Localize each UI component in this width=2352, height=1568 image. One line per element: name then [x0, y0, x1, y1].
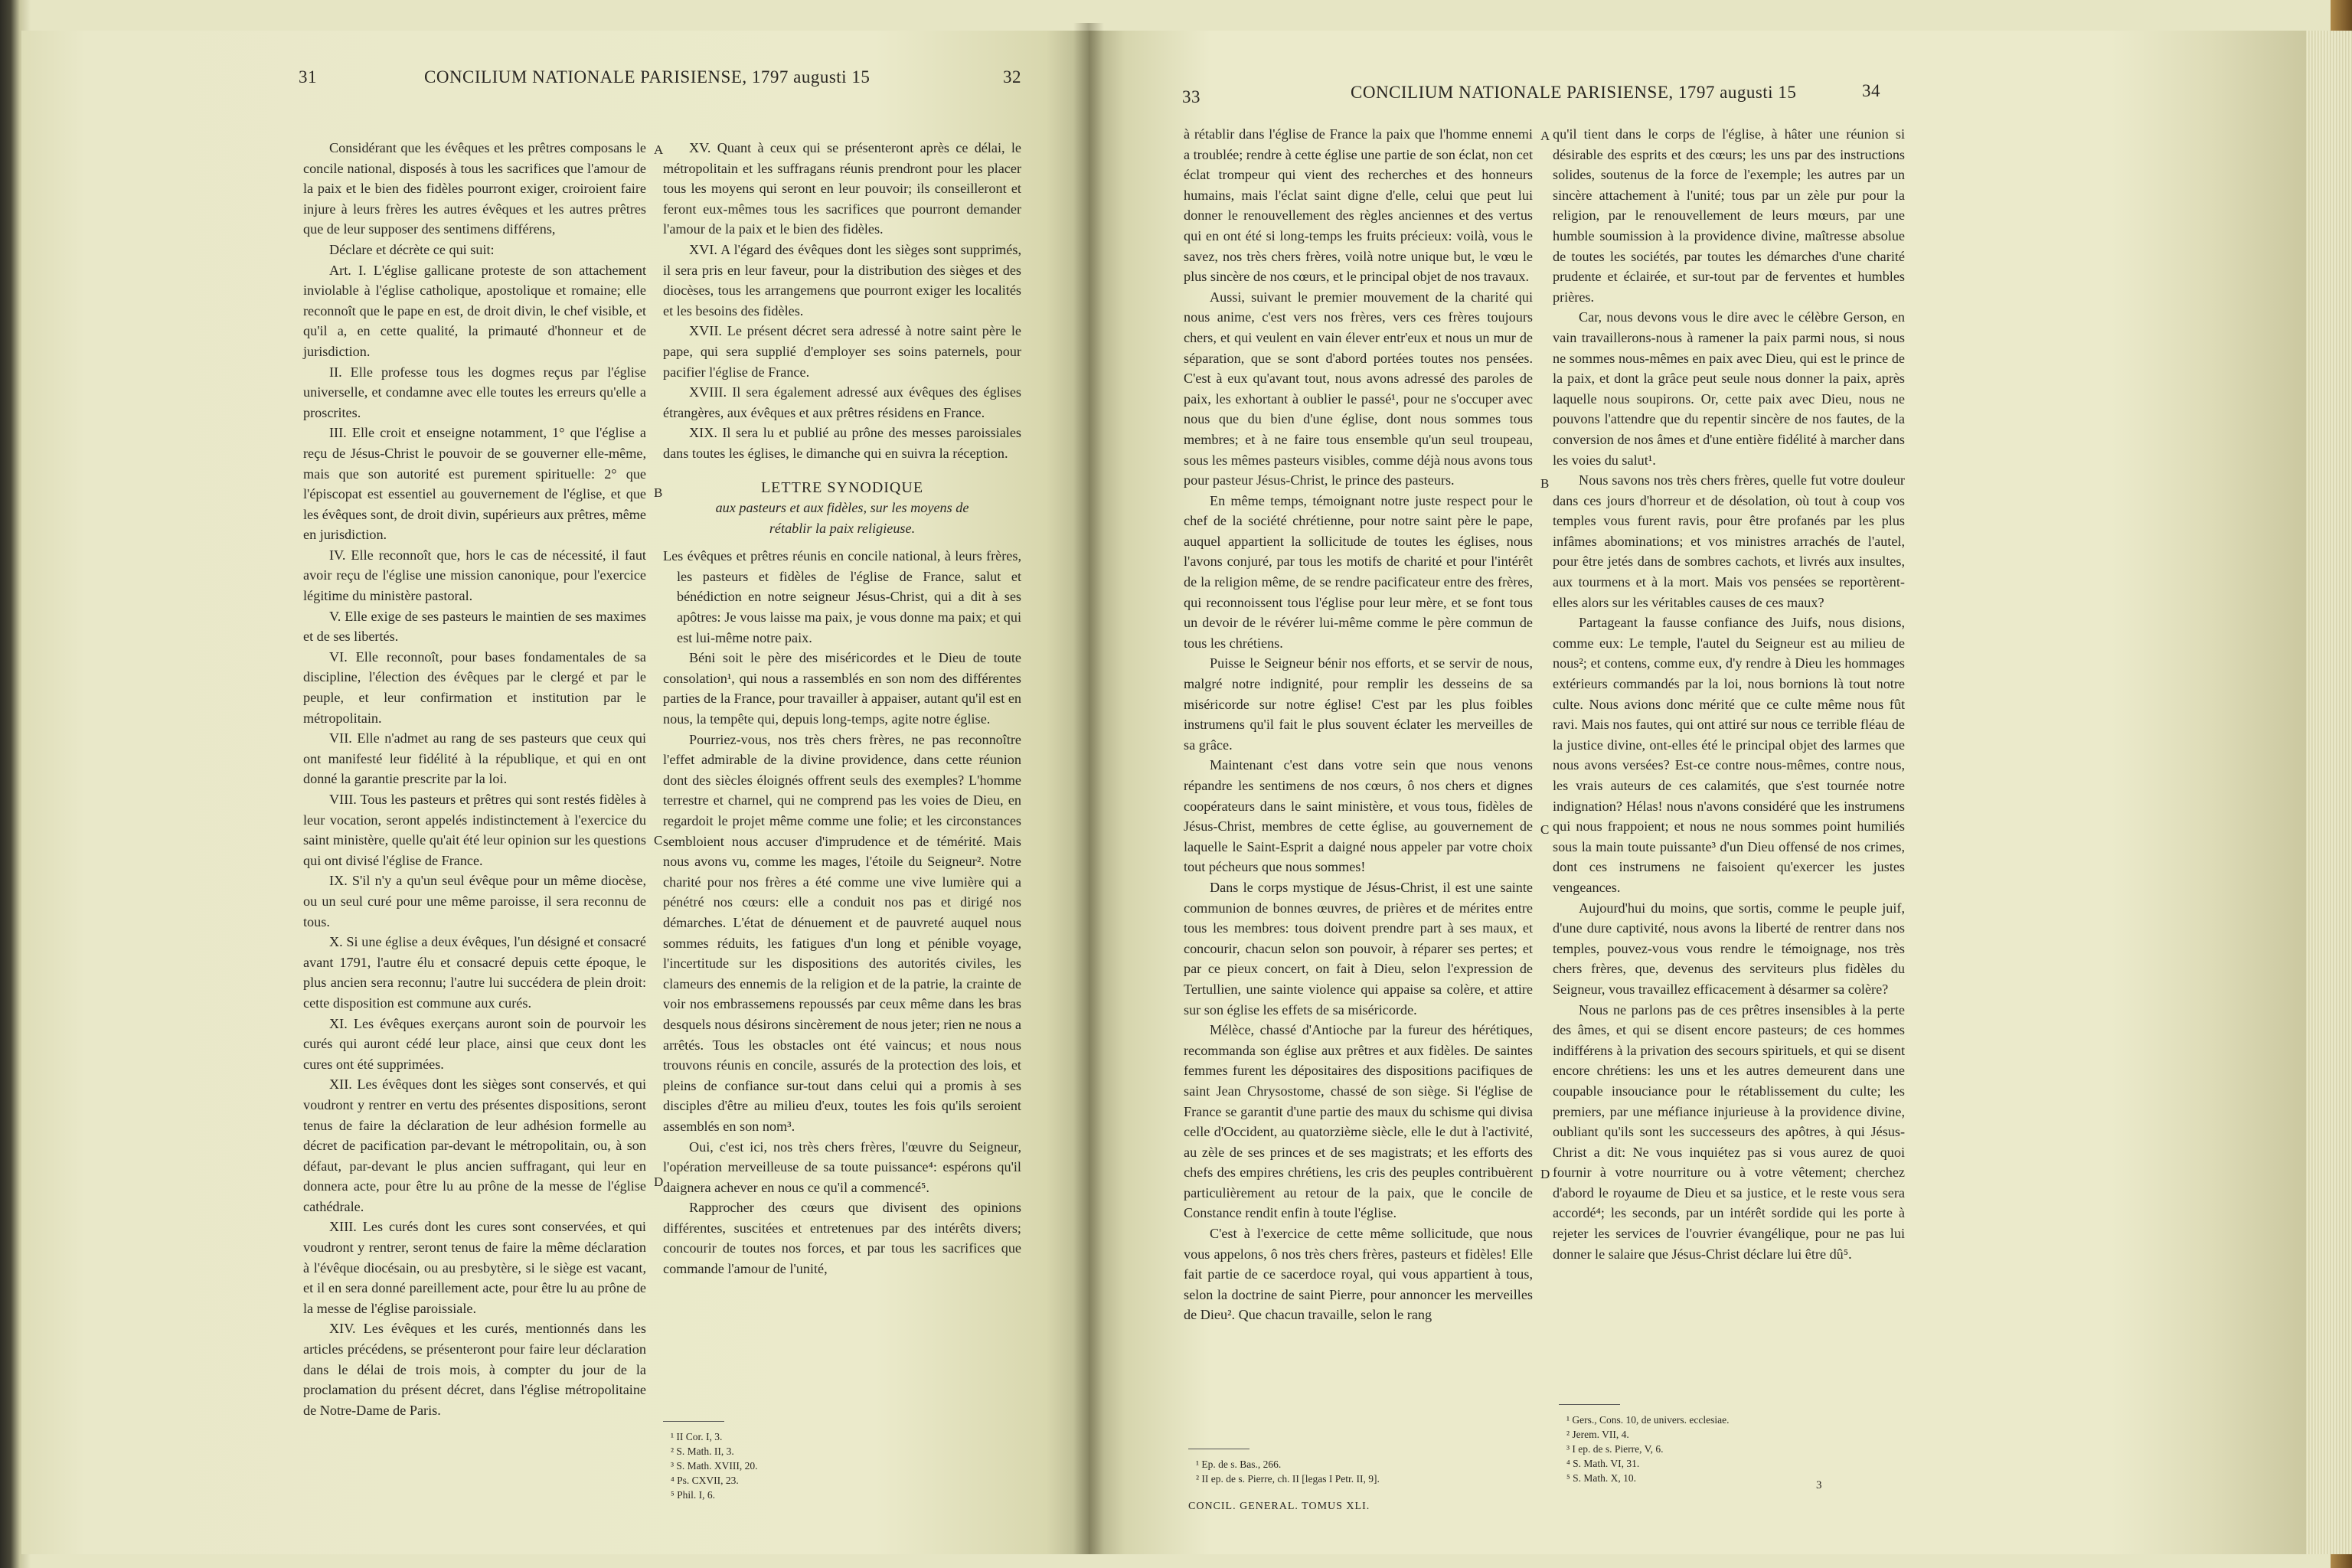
- section-title: LETTRE SYNODIQUE: [760, 479, 924, 496]
- paragraph: Déclare et décrète ce qui suit:: [329, 241, 495, 257]
- footnote: ¹ II Cor. I, 3.: [671, 1431, 723, 1442]
- paragraph: Rapprocher des cœurs que divisent des opinions différentes, suscitées et entretenues par des intérêts divers; concourir de toutes nos forces, et par tous les sacrifices que commande l'amour de l'unité,: [663, 1200, 1021, 1277]
- margin-marker-a: A: [654, 142, 664, 157]
- paragraph: Béni soit le père des miséricordes et le Dieu de toute consolation¹, qui nous a rassemblés en son nom des différentes parties de la France, pour travailler à appaiser, autant qu'il est en nous, la tempête qui, depuis long-temps, agite notre église.: [663, 650, 1021, 727]
- right-page-header: [1089, 67, 2306, 106]
- right-page-column-1: [1184, 124, 1533, 1325]
- paragraph: Les évêques et prêtres réunis en concile national, à leurs frères, les pasteurs et fidèles de l'église de France, salut et bénédiction en notre seigneur Jésus-Christ, qui a dit à ses apôtres: Je vous laisse ma paix, je vous donne ma paix; et qui est lui-même notre paix.: [663, 548, 1021, 645]
- paragraph: Considérant que les évêques et les prêtres composans le concile national, disposés à tous les sacrifices que l'amour de la paix et le bien des fidèles pourront exiger, croiroient faire injure à leurs frères les autres évêques et les autres prêtres que de leur supposer des sentimens différens,: [303, 140, 646, 237]
- paragraph: Partageant la fausse confiance des Juifs, nous disions, comme eux: Le temple, l'autel du Seigneur est au milieu de nous²; et contens, comme eux, d'y rendre à Dieu les hommages extérieurs commandés par la loi, nous bornions là tout notre culte. Nous avions donc mérité que ce culte même nous fût ravi. Mais nos fautes, qui ont attiré sur nous ce terrible fléau de la justice divine, ont-elles été le principal objet des larmes que nous avons versées? Est-ce contre nous-mêmes, contre nous, les vrais auteurs de ces calamités, que s'est tournée notre indignation? Hélas! nous n'avons considéré que les instrumens qui nous frappoient; et nous ne nous sommes point humiliés sous la main toute puissante³ d'un Dieu offensé de nos crimes, dont ces instrumens ne faisoient qu'exercer les justes vengeances.: [1553, 615, 1905, 895]
- footnote-rule: [1559, 1404, 1620, 1405]
- synodal-letter-text: [663, 546, 1021, 1279]
- signature-mark: CONCIL. GENERAL. TOMUS XLI.: [1188, 1501, 1370, 1512]
- margin-marker-d: D: [1540, 1167, 1550, 1181]
- paragraph: VI. Elle reconnoît, pour bases fondamentales de sa discipline, l'élection des évêques par le clergé et par le peuple, et leur confirmation et institution par le métropolitain.: [303, 648, 646, 726]
- paragraph: XVIII. Il sera également adressé aux évêques des églises étrangères, aux évêques et aux prêtres résidens en France.: [663, 384, 1021, 420]
- footnote: ² II ep. de s. Pierre, ch. II [legas I Petr. II, 9].: [1196, 1473, 1380, 1485]
- margin-marker-c: C: [654, 833, 663, 848]
- decree-articles-end: [663, 138, 1021, 464]
- footnote: ⁴ S. Math. VI, 31.: [1566, 1458, 1640, 1469]
- left-page: [21, 31, 1089, 1554]
- paragraph: Pourriez-vous, nos très chers frères, ne pas reconnoître l'effet admirable de la divine providence, dans cette réunion dont des siècles éloignés offrent seuls des exemples? L'homme terrestre et charnel, qui ne comprend pas les voies de Dieu, en regardoit le projet même comme une folie; et les circonstances sembloient nous accuser d'imprudence et de témérité. Mais nous avons vu, comme les mages, l'étoile du Seigneur². Notre charité pour nos frères a été comme une vive lumière qui a pénétré nos cœurs: elle a conduit nos pas et dirigé nos démarches. L'état de dénuement et de pauvreté auquel nous sommes réduits, les fatigues d'un long et pénible voyage, l'incertitude sur les dispositions des autorités civiles, les clameurs des ennemis de la religion et de la patrie, la crainte de voir nos embrassemens repoussés par ceux même dans les bras desquels nous désirons sincèrement de nous jeter; rien ne nous a arrêtés. Tous les obstacles ont été vaincus; et nous nous trouvons réunis en concile, assurés de la protection des lois, et pleins de confiance sur-tout dans celui qui a promis à ses disciples d'être au milieu d'eux, toutes les fois qu'ils seroient assemblés en son nom³.: [663, 731, 1021, 1134]
- margin-marker-b: B: [654, 485, 663, 500]
- section-subtitle: aux pasteurs et aux fidèles, sur les moyens de rétablir la paix religieuse.: [715, 500, 969, 536]
- left-page-header: [21, 67, 1089, 98]
- page-number: 32: [1003, 67, 1021, 87]
- paragraph: Maintenant c'est dans votre sein que nous venons répandre les sentimens de nos cœurs, ô nos chers et dignes coopérateurs dans le saint ministère, et vous tous, fidèles de Jésus-Christ, membres de cette église, au gouvernement de laquelle le Saint-Esprit a daigné nous appeler par votre choix tout pécheurs que nous sommes!: [1184, 757, 1533, 875]
- margin-marker-b: B: [1540, 476, 1550, 491]
- paragraph: VIII. Tous les pasteurs et prêtres qui sont restés fidèles à leur vocation, seront appelés indistinctement à l'exercice du saint ministère, quelle qu'ait été leur opinion sur les questions qui ont divisé l'église de France.: [303, 792, 646, 868]
- page-number: 33: [1182, 87, 1200, 106]
- footnote: ³ S. Math. XVIII, 20.: [671, 1460, 758, 1472]
- paragraph: C'est à l'exercice de cette même sollicitude, que nous vous appelons, ô nos très chers frères, pasteurs et fidèles! Elle fait partie de ce sacerdoce royal, qui vous appartient à tous, selon la doctrine de saint Pierre, pour annoncer les merveilles de Dieu². Que chacun travaille, selon le rang: [1184, 1226, 1533, 1323]
- paragraph: XIX. Il sera lu et publié au prône des messes paroissiales dans toutes les églises, le dimanche qui en suivra la réception.: [663, 425, 1021, 461]
- paragraph: Mélèce, chassé d'Antioche par la fureur des hérétiques, recommanda son église aux prêtres et aux fidèles. De saintes femmes furent les dépositaires des dispositions pacifiques de saint Jean Chrysostome, chassé de son siège. Si l'église de France se garantit d'une partie des maux du schisme qui divisa celle d'Occident, au quatorzième siècle, elle le dut à l'activité, au zèle de ses princes et de ses magistrats; et les efforts des chefs des empires chrétiens, les cris des peuples contribuèrent particulièrement au retour de la paix, que le concile de Constance rendit enfin à toute l'église.: [1184, 1022, 1533, 1221]
- paragraph: Puisse le Seigneur bénir nos efforts, et se servir de nous, malgré notre indignité, pour remplir les desseins de sa miséricorde sur notre église! C'est par les plus foibles instrumens qu'il fait le plus souvent éclater les merveilles de sa grâce.: [1184, 655, 1533, 753]
- paragraph: Dans le corps mystique de Jésus-Christ, il est une sainte communion de bonnes œuvres, de prières et de mérites entre tous les membres: tous doivent prendre part à ses maux, et concourir, chacun selon son pouvoir, à réparer ses pertes; et par ce pieux concert, on fait à Dieu, selon l'expression de Tertullien, une sainte violence qui appaise sa colère, et attire sur son église les effets de sa miséricorde.: [1184, 879, 1533, 1018]
- margin-marker-c: C: [1540, 822, 1550, 837]
- footnote: ¹ Gers., Cons. 10, de univers. ecclesiae.: [1566, 1414, 1730, 1426]
- right-page: [1089, 31, 2306, 1554]
- folio-number: 3: [1816, 1479, 1822, 1491]
- paragraph: qu'il tient dans le corps de l'église, à hâter une réunion si désirable des esprits et des cœurs; les uns par des instructions solides, soutenus de la force de l'exemple; les autres par un sincère attachement à l'unité; tous par un zèle pur pour la religion, par le renouvellement de leurs mœurs, par une humble soumission à la providence divine, maîtresse absolue de toutes les sociétés, par toutes les démarches d'une charité prudente et éclairée, et sur-tout par de ferventes et humbles prières.: [1553, 126, 1905, 305]
- paragraph: En même temps, témoignant notre juste respect pour le chef de la société chrétienne, pour notre saint père le pape, auquel appartient la sollicitude de toutes les églises, nous l'avons conjuré, par tous les motifs de charité et pour l'intérêt de la religion même, de se rendre pacificateur entre des frères, qui reconnoissent tous l'église pour leur mère, et se font tous un devoir de le révérer lui-même comme le père commun de tous les chrétiens.: [1184, 492, 1533, 651]
- paragraph: Nous ne parlons pas de ces prêtres insensibles à la perte des âmes, et qui se disent encore pasteurs; de ces hommes indifférens à la privation des secours spirituels, et qui se disent encore chrétiens: les uns et les autres demeurent dans une coupable insouciance pour le rétablissement du culte; les premiers, par une méfiance injurieuse à la providence divine, oubliant qu'ils sont les successeurs des apôtres, à qui Jésus-Christ a dit: Ne vous inquiétez pas si vous aurez de quoi fournir à votre nourriture ou à votre vêtement; cherchez d'abord le royaume de Dieu et sa justice, et le reste vous sera accordé⁴; les seconds, par un intérêt sordide qui les porte à rejeter les services de l'ouvrier évangélique, pour ne pas lui donner le salaire que Jésus-Christ déclare lui être dû⁵.: [1553, 1001, 1905, 1262]
- paragraph: III. Elle croit et enseigne notamment, 1° que l'église a reçu de Jésus-Christ le pouvoir de se gouverner elle-même, mais que son autorité est purement spirituelle: 2° que l'épiscopat est essentiel au gouvernement de l'église, et que les évêques sont, de droit divin, supérieurs aux prêtres, même en jurisdiction.: [303, 425, 646, 543]
- paragraph: XIV. Les évêques et les curés, mentionnés dans les articles précédens, se présenteront pour faire leur déclaration dans le délai de trois mois, à compter du jour de la proclamation du présent décret, dans l'église métropolitaine de Notre-Dame de Paris.: [303, 1321, 646, 1418]
- paragraph: Nous savons nos très chers frères, quelle fut votre douleur dans ces jours d'horreur et de désolation, où tout à coup vos temples vous furent ravis, pour être profanés par les plus infâmes abominations; et vos ministres arrachés de l'autel, pour être jetés dans de sombres cachots, et livrés aux insultes, aux tourmens et à la mort. Mais vos pensées se reportèrent-elles alors sur les véritables causes de ces maux?: [1553, 472, 1905, 610]
- running-title: CONCILIUM NATIONALE PARISIENSE, 1797 augusti 15: [1351, 83, 1797, 102]
- right-page-footnotes-col1: [1188, 1449, 1525, 1486]
- page-number: 31: [299, 67, 317, 87]
- margin-marker-a: A: [1540, 129, 1550, 143]
- paragraph: Oui, c'est ici, nos très chers frères, l'œuvre du Seigneur, l'opération merveilleuse de sa toute puissance⁴: espérons qu'il daignera achever en nous ce qu'il a commencé⁵.: [663, 1138, 1021, 1195]
- paragraph: Art. I. L'église gallicane proteste de son attachement inviolable à l'église catholique, apostolique et romaine; elle reconnoît que le pape en est, de droit divin, le chef visible, et qu'il a, en cette qualité, la primauté d'honneur et de jurisdiction.: [303, 262, 646, 359]
- footnote: ⁴ Ps. CXVII, 23.: [671, 1475, 739, 1486]
- footnote: ³ I ep. de s. Pierre, V, 6.: [1566, 1443, 1664, 1455]
- footnote: ⁵ Phil. I, 6.: [671, 1489, 715, 1501]
- margin-marker-d: D: [654, 1174, 664, 1189]
- left-page-footnotes: [663, 1421, 1015, 1502]
- page-stack-edge: [2306, 31, 2352, 1554]
- paragraph: II. Elle professe tous les dogmes reçus par l'église universelle, et condamne avec elle toutes les erreurs qu'elle a proscrites.: [303, 364, 646, 420]
- paragraph: XVI. A l'égard des évêques dont les sièges sont supprimés, il sera pris en leur faveur, pour la distribution des sièges et des diocèses, tous les arrangemens que pourront exiger les localités et les besoins des fidèles.: [663, 241, 1021, 318]
- paragraph: IX. S'il n'y a qu'un seul évêque pour un même diocèse, ou un seul curé pour une même paroisse, il sera reconnu de tous.: [303, 873, 646, 929]
- paragraph: XIII. Les curés dont les cures sont conservées, et qui voudront y rentrer, seront tenus de faire la même déclaration à l'évêque diocésain, ou au presbytère, si le siège est vacant, et il en sera donné pareillement acte, pour être lu au prône de la messe de l'église paroissiale.: [303, 1219, 646, 1316]
- footnote: ² S. Math. II, 3.: [671, 1446, 734, 1457]
- paragraph: XVII. Le présent décret sera adressé à notre saint père le pape, qui sera supplié d'employer ses soins paternels, pour pacifier l'église de France.: [663, 323, 1021, 380]
- footnote: ² Jerem. VII, 4.: [1566, 1429, 1629, 1440]
- paragraph: X. Si une église a deux évêques, l'un désigné et consacré avant 1791, l'autre élu et consacré depuis cette époque, le plus ancien sera reconnu; l'autre lui succédera de plein droit: cette disposition est commune aux curés.: [303, 934, 646, 1011]
- footnote: ¹ Ep. de s. Bas., 266.: [1196, 1459, 1282, 1470]
- paragraph: à rétablir dans l'église de France la paix que l'homme ennemi a troublée; rendre à cette église une partie de son éclat, non cet éclat trompeur qui vient des recherches et des honneurs humains, mais l'éclat saint digne d'elle, celui que peut lui donner le renouvellement des règles anciennes et des vertus qui en ont été si long-temps les fruits précieux: voilà, vous le savez, nos très chers frères, voilà notre unique but, le vœu le plus sincère de nos cœurs, et le principal objet de nos travaux.: [1184, 126, 1533, 285]
- right-page-footnotes-col2: [1559, 1404, 1896, 1485]
- footnote: ⁵ S. Math. X, 10.: [1566, 1472, 1636, 1484]
- left-page-column-2: [663, 138, 1021, 1279]
- page-number: 34: [1862, 81, 1880, 100]
- running-title: CONCILIUM NATIONALE PARISIENSE, 1797 augusti 15: [424, 67, 871, 87]
- paragraph: V. Elle exige de ses pasteurs le maintien de ses maximes et de ses libertés.: [303, 608, 646, 645]
- paragraph: Aussi, suivant le premier mouvement de la charité qui nous anime, c'est vers nos frères, vers ces frères toujours chers, et qui veulent en vain élever entr'eux et nous un mur de séparation, que se sont d'abord portées toutes nos pensées. C'est à eux qu'avant tout, nous avons adressé des paroles de paix, les exhortant à oublier le passé¹, pour ne s'occuper avec nous que du bien d'une église, dont nous sommes tous membres; et à ne faire tous ensemble qu'un seul troupeau, sous les mêmes pasteurs visibles, comme déjà nous avons tous pour pasteur Jésus-Christ, le prince des pasteurs.: [1184, 289, 1533, 488]
- book-gutter: [1073, 23, 1104, 1554]
- paragraph: Aujourd'hui du moins, que sortis, comme le peuple juif, d'une dure captivité, nous avons la liberté de rentrer dans nos temples, pouvez-vous vous rendre le témoignage, nos très chers frères, que, devenus des serviteurs plus fidèles du Seigneur, vous travaillez efficacement à désarmer sa colère?: [1553, 900, 1905, 997]
- paragraph: XI. Les évêques exerçans auront soin de pourvoir les curés qui auront cédé leur place, ainsi que ceux dont les cures ont été supprimées.: [303, 1015, 646, 1072]
- left-page-column-1: [303, 138, 646, 1420]
- right-page-column-2: [1553, 124, 1905, 1264]
- paragraph: XII. Les évêques dont les sièges sont conservés, et qui voudront y rentrer en vertu des présentes dispositions, seront tenus de faire la déclaration de leur adhésion formelle au décret de pacification par-devant le métropolitain, ou, à son défaut, par-devant le plus ancien suffragant, qui leur en donnera acte, pour être lu au prône de la messe de l'église cathédrale.: [303, 1076, 646, 1214]
- paragraph: Car, nous devons vous le dire avec le célèbre Gerson, en vain travaillerons-nous à ramener la paix parmi nous, si nous ne sommes nous-mêmes en paix avec Dieu, qui est le prince de la paix, et dont la grâce peut seule nous donner la paix, après laquelle nous soupirons. Or, cette paix avec Dieu, nous ne pouvons l'attendre que du repentir sincère de nos fautes, de la conversion de nos âmes et d'une entière fidélité à marcher dans les voies du salut¹.: [1553, 309, 1905, 468]
- paragraph: XV. Quant à ceux qui se présenteront après ce délai, le métropolitain et les suffragans réunis prendront pour les placer tous les moyens qui seront en leur pouvoir; ils conseilleront et feront eux-mêmes tous les sacrifices que pourront demander l'amour de la paix et le bien des fidèles.: [663, 140, 1021, 237]
- paragraph: VII. Elle n'admet au rang de ses pasteurs que ceux qui ont manifesté leur fidélité à la république, et qui en ont donné la garantie prescrite par la loi.: [303, 730, 646, 787]
- paragraph: IV. Elle reconnoît que, hors le cas de nécessité, il faut avoir reçu de l'église une mission canonique, pour l'exercice légitime du ministère pastoral.: [303, 547, 646, 604]
- footnote-rule: [663, 1421, 724, 1422]
